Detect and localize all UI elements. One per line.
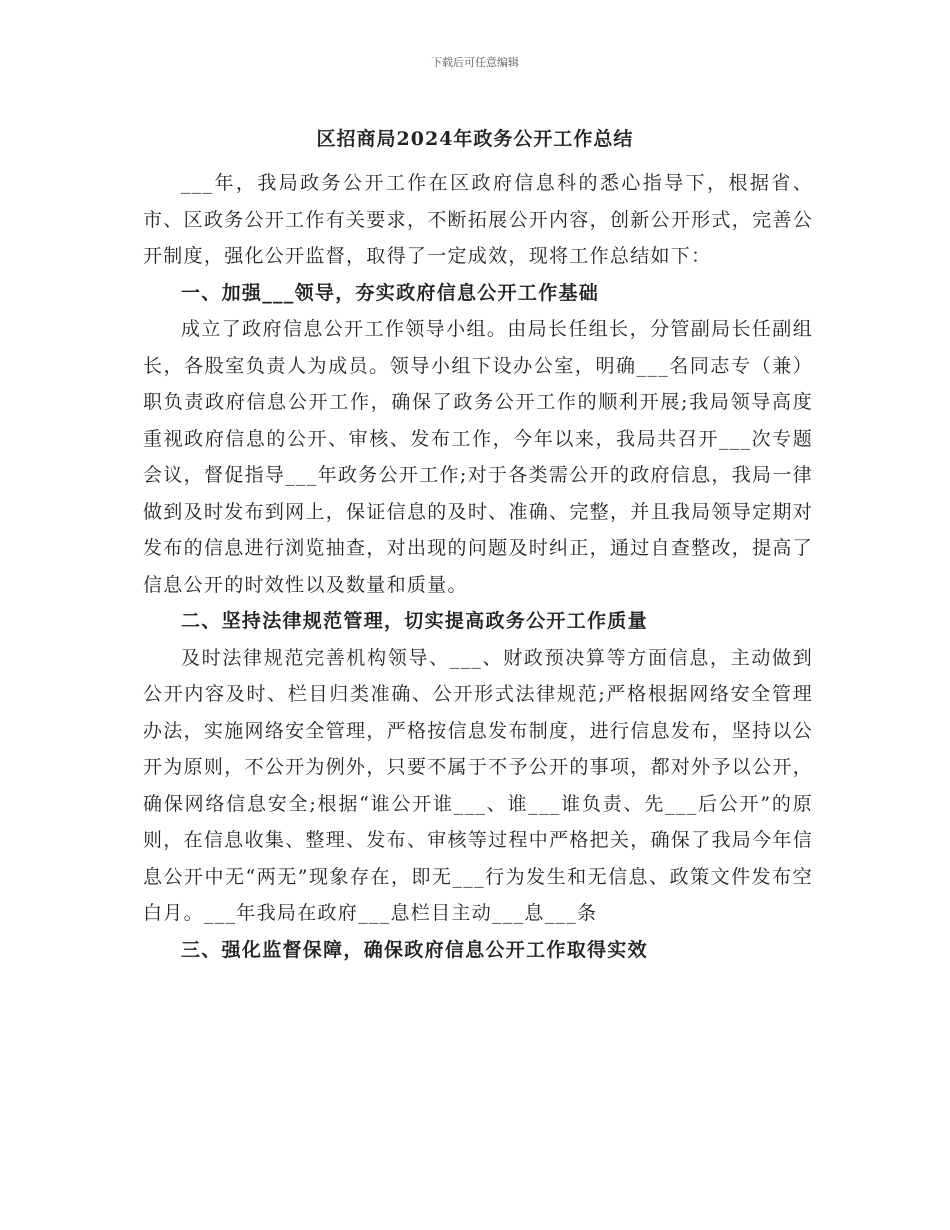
section-2-paragraph: 及时法律规范完善机构领导、___、财政预决算等方面信息，主动做到公开内容及时、栏目归类准确、公开形式法律规范;严格根据网络安全管理办法，实施网络安全管理，严格按信息发布制度，进行信息发布，坚持以公开为原则，不公开为例外，只要不属于不予公开的事项，都对外予以公开，确保网络信息安全;根据“谁公开谁___、谁___谁负责、先___后公开”的原则，在信息收集、整理、发布、审核等过程中严格把关，确保了我局今年信息公开中无“两无”现象存在，即无___行为发生和无信息、政策文件发布空白月。___年我局在政府___息栏目主动___息___条 bbox=[143, 646, 813, 924]
section-1-heading: 一、加强___领导，夯实政府信息公开工作基础 bbox=[181, 281, 600, 304]
section-3-heading: 三、强化监督保障，确保政府信息公开工作取得实效 bbox=[181, 938, 648, 961]
section-2-heading: 二、坚持法律规范管理，切实提高政务公开工作质量 bbox=[181, 610, 648, 632]
page-header: 下载后可任意编辑 bbox=[431, 56, 519, 69]
section-1-paragraph: 成立了政府信息公开工作领导小组。由局长任组长，分管副局长任副组长，各股室负责人为成员。领导小组下设办公室，明确___名同志专（兼）职负责政府信息公开工作，确保了政务公开工作的顺利开展;我局领导高度重视政府信息的公开、审核、发布工作，今年以来，我局共召开___次专题会议，督促指导___年政务公开工作;对于各类需公开的政府信息，我局一律做到及时发布到网上，保证信息的及时、准确、完整，并且我局领导定期对发布的信息进行浏览抽查，对出现的问题及时纠正，通过自查整改，提高了信息公开的时效性以及数量和质量。 bbox=[143, 318, 813, 596]
document-body bbox=[143, 165, 813, 968]
intro-paragraph: ___年，我局政务公开工作在区政府信息科的悉心指导下，根据省、市、区政务公开工作有关要求，不断拓展公开内容，创新公开形式，完善公开制度，强化公开监督，取得了一定成效，现将工作总结如下： bbox=[143, 172, 813, 267]
document-title: 区招商局2024年政务公开工作总结 bbox=[316, 128, 634, 150]
